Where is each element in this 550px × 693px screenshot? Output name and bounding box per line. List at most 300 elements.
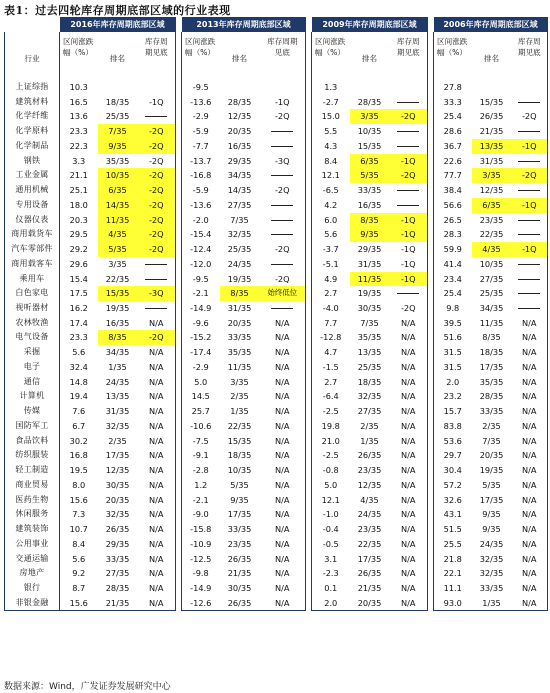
change-value: -12.8: [312, 330, 350, 345]
rank-value: 21/35: [98, 596, 138, 611]
change-value: 2.0: [434, 375, 472, 390]
change-value: -9.6: [182, 316, 220, 331]
dash-mark: [145, 279, 167, 280]
rank-value: 15/35: [479, 96, 504, 107]
bottom-value: N/A: [390, 596, 428, 611]
change-value: 20.3: [60, 213, 98, 228]
dash-mark: [397, 190, 419, 191]
change-value: 5.5: [312, 124, 350, 139]
bottom-value: N/A: [138, 566, 176, 581]
rank-value: 9/35: [350, 227, 390, 242]
change-value: 16.5: [60, 95, 98, 110]
bottom-value: N/A: [390, 566, 428, 581]
change-value: 2.0: [312, 596, 350, 611]
rank-value: 26/35: [220, 596, 260, 611]
dash-mark: [397, 205, 419, 206]
change-value: 22.6: [434, 154, 472, 169]
rank-value: 9/35: [98, 139, 138, 154]
rank-value: 23/35: [479, 214, 504, 225]
rank-value: 15/35: [357, 140, 382, 151]
rank-value: 31/35: [227, 303, 252, 314]
rank-value: 23/35: [227, 538, 252, 549]
bottom-value: N/A: [390, 404, 428, 419]
industry-name: 采掘: [5, 345, 60, 360]
rank-value: 4/35: [360, 494, 379, 505]
table-row: [5, 168, 548, 183]
bottom-value: N/A: [390, 419, 428, 434]
change-value: 15.6: [60, 596, 98, 611]
rank-value: 10/35: [98, 168, 138, 183]
rank-value: 32/35: [227, 229, 252, 240]
rank-value: 26/35: [105, 524, 130, 535]
rank-value: 17/35: [227, 509, 252, 520]
bottom-header: 库存周期见底: [260, 32, 306, 80]
change-value: -9.5: [182, 80, 220, 95]
rank-value: 1/35: [230, 406, 249, 417]
bottom-value: [138, 80, 176, 95]
rank-value: 14/35: [227, 185, 252, 196]
bottom-value: -2Q: [138, 154, 176, 169]
rank-value: 1/35: [108, 361, 127, 372]
dash-mark: [518, 102, 540, 103]
industry-name: 休闲服务: [5, 507, 60, 522]
rank-header: 排名: [109, 53, 126, 63]
bottom-value: [260, 257, 306, 272]
bottom-value: -2Q: [138, 242, 176, 257]
table-row: [5, 552, 548, 567]
dash-mark: [518, 161, 540, 162]
rank-value: 2/35: [108, 435, 127, 446]
bottom-value: -1Q: [390, 272, 428, 287]
change-value: -5.9: [182, 124, 220, 139]
change-value: 7.6: [60, 404, 98, 419]
change-value: 25.4: [434, 109, 472, 124]
bottom-value: -1Q: [512, 139, 548, 154]
industry-name: 化学原料: [5, 124, 60, 139]
change-value: 93.0: [434, 596, 472, 611]
table-row: [5, 478, 548, 493]
rank-value: 2/35: [230, 391, 249, 402]
period-2006: 2006年库存周期底部区域: [434, 17, 548, 32]
change-value: 12.1: [312, 493, 350, 508]
rank-value: 18/35: [357, 376, 382, 387]
change-value: 0.1: [312, 581, 350, 596]
bottom-value: N/A: [390, 552, 428, 567]
bottom-value: N/A: [260, 448, 306, 463]
rank-value: 22/35: [479, 229, 504, 240]
bottom-value: N/A: [390, 389, 428, 404]
change-value: 14.8: [60, 375, 98, 390]
change-value: 19.8: [312, 419, 350, 434]
change-value: -7.7: [182, 139, 220, 154]
rank-value: 7/35: [230, 214, 249, 225]
rank-value: 9/35: [482, 509, 501, 520]
change-value: 21.1: [60, 168, 98, 183]
bottom-value: N/A: [138, 522, 176, 537]
industry-name: 乘用车: [5, 272, 60, 287]
change-value: -10.6: [182, 419, 220, 434]
industry-name: 通用机械: [5, 183, 60, 198]
change-value: -12.4: [182, 242, 220, 257]
rank-value: 25/35: [479, 288, 504, 299]
change-value: 41.4: [434, 257, 472, 272]
rank-value: 11/35: [479, 317, 504, 328]
bottom-value: N/A: [260, 522, 306, 537]
rank-value: 30/35: [227, 582, 252, 593]
industry-name: 房地产: [5, 566, 60, 581]
change-value: -4.0: [312, 301, 350, 316]
change-value: 16.8: [60, 448, 98, 463]
table-row: [5, 286, 548, 301]
bottom-value: N/A: [512, 345, 548, 360]
table-row: [5, 95, 548, 110]
change-value: 4.9: [312, 272, 350, 287]
table-row: [5, 183, 548, 198]
change-value: 38.4: [434, 183, 472, 198]
change-value: 32.4: [60, 360, 98, 375]
change-value: 31.5: [434, 360, 472, 375]
rank-value: 24/35: [479, 538, 504, 549]
bottom-value: -2Q: [260, 272, 306, 287]
bottom-value: [512, 257, 548, 272]
change-value: -6.4: [312, 389, 350, 404]
bottom-value: -2Q: [260, 242, 306, 257]
dash-mark: [518, 131, 540, 132]
rank-value: 23/35: [357, 524, 382, 535]
bottom-value: N/A: [260, 537, 306, 552]
rank-value: 22/35: [357, 538, 382, 549]
rank-value: 6/35: [350, 154, 390, 169]
change-value: 4.3: [312, 139, 350, 154]
rank-value: 9/35: [230, 494, 249, 505]
rank-value: 4/35: [472, 242, 512, 257]
change-value: 5.0: [182, 375, 220, 390]
bottom-value: -2Q: [138, 227, 176, 242]
bottom-value: N/A: [512, 463, 548, 478]
rank-value: 26/35: [357, 568, 382, 579]
change-value: 36.7: [434, 139, 472, 154]
rank-value: 18/35: [479, 347, 504, 358]
bottom-value: N/A: [260, 330, 306, 345]
dash-mark: [271, 175, 293, 176]
change-value: 17.4: [60, 316, 98, 331]
dash-mark: [518, 264, 540, 265]
change-value: 30.4: [434, 463, 472, 478]
rank-value: [472, 80, 512, 95]
industry-name: 钢铁: [5, 154, 60, 169]
table-row: [5, 566, 548, 581]
bottom-value: N/A: [260, 493, 306, 508]
rank-value: 5/35: [98, 242, 138, 257]
rank-value: 35/35: [479, 376, 504, 387]
change-value: 9.2: [60, 566, 98, 581]
bottom-value: 始终低位: [260, 286, 306, 301]
change-value: 6.0: [312, 213, 350, 228]
change-value: 10.3: [60, 80, 98, 95]
rank-value: 27/35: [479, 273, 504, 284]
change-value: 29.2: [60, 242, 98, 257]
dash-mark: [518, 308, 540, 309]
bottom-value: N/A: [390, 463, 428, 478]
rank-value: 11/35: [350, 272, 390, 287]
rank-value: 34/35: [227, 170, 252, 181]
bottom-value: -1Q: [260, 95, 306, 110]
bottom-value: -1Q: [512, 242, 548, 257]
bottom-value: N/A: [512, 448, 548, 463]
rank-value: 17/35: [105, 450, 130, 461]
change-value: 5.6: [312, 227, 350, 242]
change-value: -12.5: [182, 552, 220, 567]
change-value: 8.4: [60, 537, 98, 552]
change-value: 53.6: [434, 434, 472, 449]
table-row: [5, 596, 548, 611]
industry-name: 农林牧渔: [5, 316, 60, 331]
table-row: [5, 227, 548, 242]
rank-value: 10/35: [357, 126, 382, 137]
change-value: 56.6: [434, 198, 472, 213]
change-value: 25.4: [434, 286, 472, 301]
industry-header: 行业: [5, 32, 60, 80]
bottom-value: N/A: [260, 463, 306, 478]
change-value: 6.7: [60, 419, 98, 434]
industry-name: 通信: [5, 375, 60, 390]
rank-value: 7/35: [98, 124, 138, 139]
rank-value: 17/35: [479, 494, 504, 505]
rank-value: 1/35: [472, 596, 512, 611]
bottom-value: [390, 95, 428, 110]
bottom-value: -1Q: [138, 95, 176, 110]
bottom-value: N/A: [390, 522, 428, 537]
bottom-value: -1Q: [390, 213, 428, 228]
bottom-value: [390, 124, 428, 139]
rank-value: 26/35: [227, 553, 252, 564]
dash-mark: [271, 131, 293, 132]
industry-name: 仪器仪表: [5, 213, 60, 228]
rank-value: 7/35: [482, 435, 501, 446]
change-value: 23.2: [434, 389, 472, 404]
bottom-value: -1Q: [390, 242, 428, 257]
bottom-value: N/A: [390, 360, 428, 375]
bottom-value: N/A: [512, 522, 548, 537]
rank-value: 25/35: [357, 361, 382, 372]
rank-value: 13/35: [105, 391, 130, 402]
change-value: -2.5: [312, 404, 350, 419]
industry-name: 医药生物: [5, 493, 60, 508]
rank-value: 29/35: [357, 244, 382, 255]
change-value: -2.5: [312, 448, 350, 463]
change-value: 1.3: [312, 80, 350, 95]
industry-name: 交通运输: [5, 552, 60, 567]
bottom-value: N/A: [260, 404, 306, 419]
change-value: -7.5: [182, 434, 220, 449]
rank-value: 28/35: [105, 582, 130, 593]
industry-name: 建筑装饰: [5, 522, 60, 537]
change-header: 区间涨跌幅（%）: [60, 32, 98, 80]
change-value: -2.7: [312, 95, 350, 110]
rank-value: 27/35: [105, 568, 130, 579]
change-header: 区间涨跌幅（%）: [434, 32, 472, 80]
change-value: -9.5: [182, 272, 220, 287]
rank-value: 3/35: [472, 168, 512, 183]
table-row: [5, 242, 548, 257]
change-value: 5.0: [312, 478, 350, 493]
bottom-value: N/A: [138, 581, 176, 596]
bottom-value: -2Q: [390, 168, 428, 183]
change-value: 51.5: [434, 522, 472, 537]
table-row: [5, 404, 548, 419]
bottom-value: N/A: [512, 581, 548, 596]
table-row: [5, 345, 548, 360]
rank-value: 21/35: [479, 126, 504, 137]
change-value: -13.6: [182, 95, 220, 110]
table-row: [5, 213, 548, 228]
industry-name: 纺织服装: [5, 448, 60, 463]
industry-name: 计算机: [5, 389, 60, 404]
dash-mark: [397, 293, 419, 294]
rank-value: 20/35: [105, 494, 130, 505]
change-value: -16.8: [182, 168, 220, 183]
bottom-value: N/A: [390, 345, 428, 360]
change-value: 22.1: [434, 566, 472, 581]
table-row: [5, 537, 548, 552]
change-value: -2.1: [182, 286, 220, 301]
change-value: 32.6: [434, 493, 472, 508]
rank-value: 31/35: [105, 406, 130, 417]
change-value: -13.6: [182, 198, 220, 213]
change-value: 28.6: [434, 124, 472, 139]
bottom-value: -2Q: [512, 109, 548, 124]
change-value: 15.4: [60, 272, 98, 287]
industry-name: 商用载客车: [5, 257, 60, 272]
industry-name: 银行: [5, 581, 60, 596]
dash-mark: [145, 116, 167, 117]
rank-value: 3/35: [108, 258, 127, 269]
rank-value: 8/35: [350, 213, 390, 228]
rank-value: 27/35: [357, 406, 382, 417]
dash-mark: [518, 293, 540, 294]
rank-value: 24/35: [227, 258, 252, 269]
rank-value: 33/35: [227, 524, 252, 535]
rank-value: 28/35: [357, 96, 382, 107]
change-value: 23.4: [434, 272, 472, 287]
rank-value: 20/35: [350, 596, 390, 611]
change-value: 1.2: [182, 478, 220, 493]
change-value: 4.2: [312, 198, 350, 213]
rank-value: 20/35: [227, 317, 252, 328]
change-value: -12.0: [182, 257, 220, 272]
industry-name: 传媒: [5, 404, 60, 419]
bottom-value: N/A: [512, 434, 548, 449]
bottom-value: N/A: [138, 345, 176, 360]
rank-value: 18/35: [105, 96, 130, 107]
bottom-value: -1Q: [390, 154, 428, 169]
dash-mark: [271, 220, 293, 221]
change-value: -2.3: [312, 566, 350, 581]
bottom-value: N/A: [138, 507, 176, 522]
dash-mark: [145, 308, 167, 309]
rank-value: 30/35: [357, 303, 382, 314]
change-value: -0.5: [312, 537, 350, 552]
change-header: 区间涨跌幅（%）: [312, 32, 350, 80]
bottom-value: N/A: [138, 404, 176, 419]
rank-value: 25/35: [105, 111, 130, 122]
table-row: [5, 109, 548, 124]
rank-value: 34/35: [479, 303, 504, 314]
dash-mark: [271, 234, 293, 235]
bottom-value: N/A: [138, 596, 176, 611]
rank-value: 28/35: [479, 391, 504, 402]
bottom-value: [512, 272, 548, 287]
bottom-value: [138, 109, 176, 124]
bottom-value: [390, 198, 428, 213]
change-value: -13.7: [182, 154, 220, 169]
bottom-value: [260, 227, 306, 242]
rank-value: 1/35: [360, 435, 379, 446]
rank-value: 8/35: [220, 286, 260, 301]
bottom-header: 库存周期见底: [138, 32, 176, 80]
rank-value: 33/35: [357, 185, 382, 196]
change-value: 17.5: [60, 286, 98, 301]
bottom-value: N/A: [512, 316, 548, 331]
bottom-value: [390, 80, 428, 95]
change-value: 13.6: [60, 109, 98, 124]
industry-name: 轻工制造: [5, 463, 60, 478]
bottom-value: N/A: [138, 478, 176, 493]
bottom-value: N/A: [260, 389, 306, 404]
rank-value: 9/35: [482, 524, 501, 535]
bottom-value: N/A: [260, 345, 306, 360]
bottom-value: [260, 124, 306, 139]
change-value: 3.3: [60, 154, 98, 169]
rank-header: 排名: [361, 53, 378, 63]
rank-value: 26/35: [479, 111, 504, 122]
industry-name: 商业贸易: [5, 478, 60, 493]
change-value: 83.8: [434, 419, 472, 434]
rank-value: 35/35: [357, 332, 382, 343]
bottom-value: N/A: [512, 375, 548, 390]
dash-mark: [518, 279, 540, 280]
bottom-value: [390, 139, 428, 154]
bottom-value: N/A: [390, 478, 428, 493]
change-value: -5.9: [182, 183, 220, 198]
rank-value: 13/35: [357, 347, 382, 358]
table-row: [5, 493, 548, 508]
bottom-value: -2Q: [138, 139, 176, 154]
table-row: [5, 198, 548, 213]
industry-name: 化学纤维: [5, 109, 60, 124]
industry-name: 国防军工: [5, 419, 60, 434]
dash-mark: [145, 264, 167, 265]
table-row: [5, 463, 548, 478]
change-value: -9.8: [182, 566, 220, 581]
change-value: 25.1: [60, 183, 98, 198]
dash-mark: [518, 190, 540, 191]
rank-value: 33/35: [479, 582, 504, 593]
change-value: 21.8: [434, 552, 472, 567]
bottom-value: N/A: [390, 375, 428, 390]
column-header-row: [5, 32, 548, 80]
bottom-value: N/A: [390, 493, 428, 508]
rank-value: [98, 80, 138, 95]
rank-value: 16/35: [357, 199, 382, 210]
dash-mark: [518, 220, 540, 221]
rank-value: 13/35: [472, 139, 512, 154]
rank-value: 33/35: [227, 332, 252, 343]
table-row: [5, 330, 548, 345]
bottom-value: N/A: [260, 316, 306, 331]
bottom-value: [512, 183, 548, 198]
rank-value: 25/35: [227, 244, 252, 255]
